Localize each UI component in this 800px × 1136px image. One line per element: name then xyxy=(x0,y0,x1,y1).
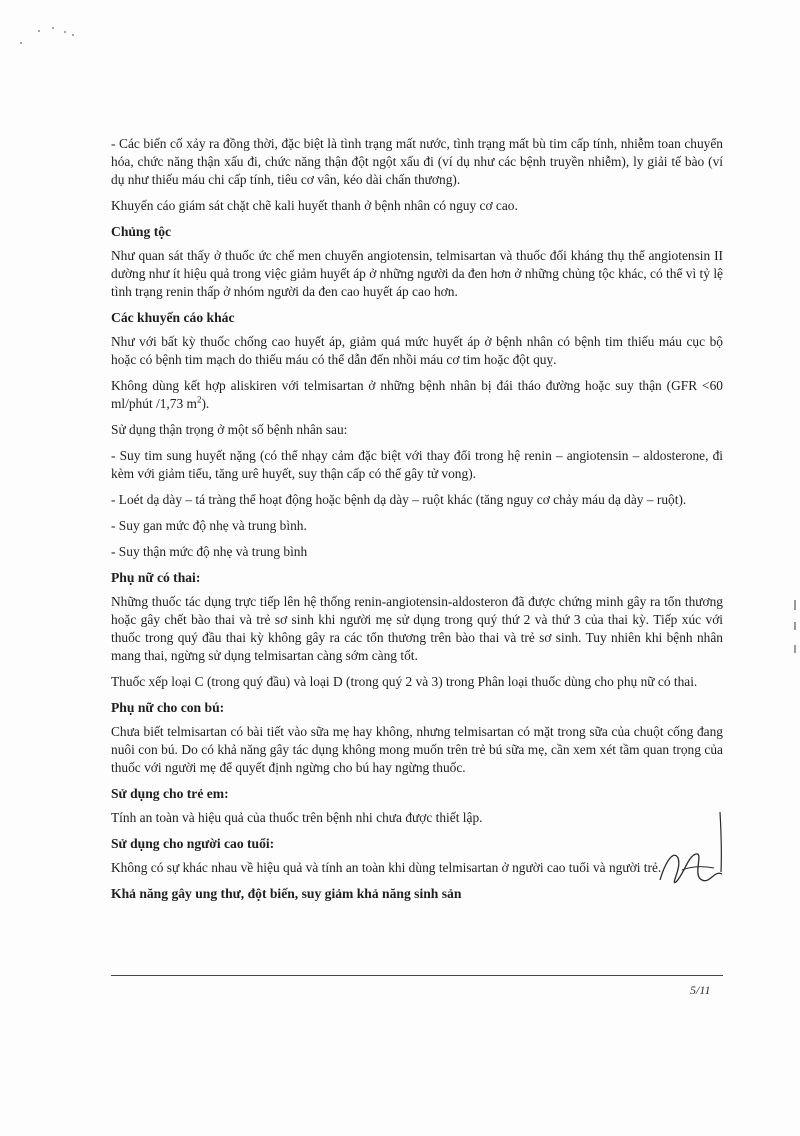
section-heading: Sử dụng cho trẻ em: xyxy=(111,786,229,801)
paragraph: - Suy gan mức độ nhẹ và trung bình. xyxy=(111,518,307,533)
scan-edge-mark xyxy=(794,622,796,630)
scan-edge-mark xyxy=(794,645,796,653)
paragraph: Khuyến cáo giám sát chặt chẽ kali huyết thanh ở bệnh nhân có nguy cơ cao. xyxy=(111,198,518,213)
scan-speck xyxy=(20,42,22,44)
paragraph: Tính an toàn và hiệu quả của thuốc trên bệnh nhi chưa được thiết lập. xyxy=(111,810,483,825)
paragraph: Những thuốc tác dụng trực tiếp lên hệ thống renin-angiotensin-aldosteron đã được chứng minh gây ra tổn thương hoặc gây chết bào thai và trẻ sơ sinh khi người mẹ sử dụng trong quý thứ 2 và thứ 3 của thai kỳ. Tiếp xúc với thuốc trong quý đầu thai kỳ không gây ra các tổn thương trên bào thai và trẻ sơ sinh. Tuy nhiên khi bệnh nhân mang thai, ngừng sử dụng telmisartan càng sớm càng tốt. xyxy=(111,594,723,663)
scan-edge-mark xyxy=(794,600,796,610)
paragraph-text-after: ). xyxy=(201,396,210,411)
scan-speck xyxy=(38,30,40,32)
paragraph: Thuốc xếp loại C (trong quý đầu) và loại D (trong quý 2 và 3) trong Phân loại thuốc dùng cho phụ nữ có thai. xyxy=(111,674,698,689)
section-heading: Phụ nữ cho con bú: xyxy=(111,700,225,715)
paragraph-text: Không dùng kết hợp aliskiren với telmisartan ở những bệnh nhân bị đái tháo đường hoặc suy thận (GFR <60 ml/phút /1,73 m xyxy=(111,378,723,411)
section-heading: Chủng tộc xyxy=(111,224,172,239)
footer-rule xyxy=(111,975,723,976)
scan-speck xyxy=(64,31,66,33)
document-body xyxy=(111,135,723,909)
paragraph: - Loét dạ dày – tá tràng thể hoạt động hoặc bệnh dạ dày – ruột khác (tăng nguy cơ chảy máu dạ dày – ruột). xyxy=(111,492,687,507)
paragraph xyxy=(111,377,723,413)
paragraph: Như với bất kỳ thuốc chống cao huyết áp, giảm quá mức huyết áp ở bệnh nhân có bệnh tim thiếu máu cục bộ hoặc có bệnh tim mạch do thiếu máu có thể dẫn đến nhồi máu cơ tim hoặc đột quỵ. xyxy=(111,334,723,367)
paragraph: Không có sự khác nhau về hiệu quả và tính an toàn khi dùng telmisartan ở người cao tuổi và người trẻ. xyxy=(111,860,662,875)
paragraph: Sử dụng thận trọng ở một số bệnh nhân sau: xyxy=(111,422,348,437)
paragraph: Chưa biết telmisartan có bài tiết vào sữa mẹ hay không, nhưng telmisartan có mặt trong sữa của chuột cống đang nuôi con bú. Do có khả năng gây tác dụng không mong muốn trên trẻ bú sữa mẹ, cần xem xét tầm quan trọng của thuốc với người mẹ để quyết định ngừng cho bú hay ngừng thuốc. xyxy=(111,724,723,775)
paragraph: - Suy tim sung huyết nặng (có thể nhạy cảm đặc biệt với thay đổi trong hệ renin – angiotensin – aldosterone, đi kèm với giảm tiểu, tăng urê huyết, suy thận cấp có thể gây tử vong). xyxy=(111,448,723,481)
section-heading: Phụ nữ có thai: xyxy=(111,570,201,585)
page-number: 5/11 xyxy=(690,983,711,997)
paragraph: Như quan sát thấy ở thuốc ức chế men chuyển angiotensin, telmisartan và thuốc đối kháng thụ thể angiotensin II dường như ít hiệu quả trong việc giảm huyết áp ở những người da đen hơn ở những chủng tộc khác, có thể vì tỷ lệ tình trạng renin thấp ở nhóm người da đen cao huyết áp cao hơn. xyxy=(111,248,723,299)
superscript: 2 xyxy=(196,394,202,405)
section-heading: Khả năng gây ung thư, đột biến, suy giảm khả năng sinh sản xyxy=(111,886,462,901)
scan-speck xyxy=(72,34,74,36)
handwritten-signature xyxy=(652,810,732,900)
section-heading: Các khuyến cáo khác xyxy=(111,310,235,325)
paragraph: - Các biến cố xảy ra đồng thời, đặc biệt là tình trạng mất nước, tình trạng mất bù tim cấp tính, nhiễm toan chuyển hóa, chức năng thận xấu đi, chức năng thận đột ngột xấu đi (ví dụ như các bệnh truyền nhiễm), ly giải tế bào (ví dụ như thiếu máu chi cấp tính, tiêu cơ vân, kéo dài chấn thương). xyxy=(111,136,723,187)
paragraph: - Suy thận mức độ nhẹ và trung bình xyxy=(111,544,308,559)
section-heading: Sử dụng cho người cao tuổi: xyxy=(111,836,275,851)
scan-speck xyxy=(52,27,54,29)
